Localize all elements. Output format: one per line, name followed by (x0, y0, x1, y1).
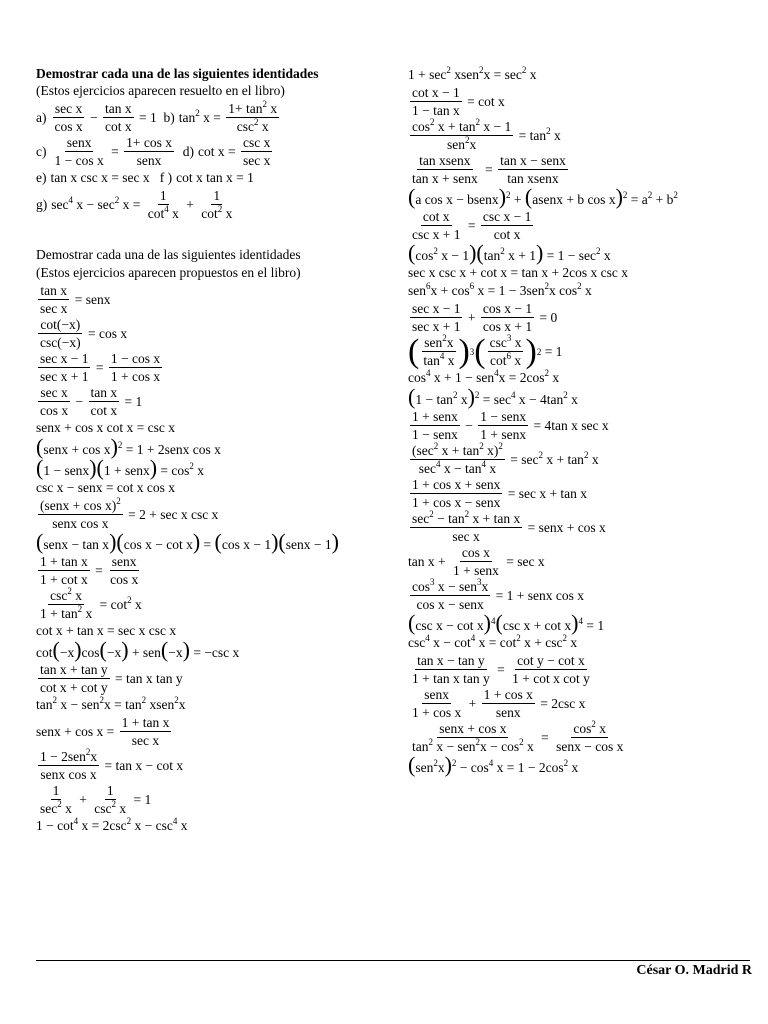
section-heading-propuestos: Demostrar cada una de las siguientes identidades (36, 247, 301, 262)
identity-left-13: cot x + tan x = sec x csc x (36, 623, 177, 638)
identity-right-16: $\frac{\text{1 + cos x + senx}}{\text{1 + cos x − senx}}$ = sec x + tan x (412, 477, 588, 510)
identity-left-1: $\frac{\text{tan x}}{\text{sec x}}$ = senx (40, 283, 111, 316)
identity-left-16: $\tan^2 x - sen^2x = \tan^2$ xsen$^2$x (36, 695, 186, 712)
identity-left-7: (1 − senx)(1 + senx) = $\cos^2 x$ (36, 455, 205, 480)
exercise-g: g) $\sec^4 x - \sec^2 x$ = $\frac{1}{\cot^4 x}$ + $\frac{1}{\cot^2 x}$ (36, 188, 233, 221)
identity-left-18: $\frac{1 - 2sen^2x}{\text{senx cos x}}$ = tan x − cot x (40, 747, 184, 782)
author-name: César O. Madrid R (636, 963, 752, 978)
identity-right-5: (a cos x − bsenx)$^2$ + (asenx + b $\cos x)^2 = a^2 + b^2$ (408, 184, 678, 209)
identity-right-4: $\frac{\text{tan xsenx}}{\text{tan x + senx}}$ = $\frac{\text{tan x − senx}}{\text{tan xsenx}}$ (412, 153, 566, 186)
identity-right-2: $\frac{\text{cot x − 1}}{\text{1 − tan x}}$ = cot x (412, 85, 505, 118)
identity-left-14: cot(−x)cos(−x) + sen(−x) = −csc x (36, 637, 240, 662)
identity-left-12: $\frac{\csc^2 x}{1 + \tan^2 x}$ = $\cot^2 x$ (40, 586, 142, 621)
identity-right-1: $1 + \sec^2$ xsen$^2$x = $\sec^2 x$ (408, 65, 537, 82)
identity-left-20: $1 - \cot^4 x = 2\csc^2$ $x - \csc^4 x$ (36, 816, 188, 833)
identity-left-4: $\frac{\text{sec x}}{\text{cos x}}$ − $\frac{\text{tan x}}{\text{cot x}}$ = 1 (40, 385, 143, 418)
label-g: g) (36, 196, 48, 212)
identity-left-5: senx + cos x cot x = csc x (36, 420, 175, 435)
identity-right-23: $\frac{\text{senx}}{\text{1 + cos x}}$ + $\frac{\text{1 + cos x}}{\text{senx}}$ = 2csc x (412, 687, 586, 720)
section-subtitle-resueltos: (Estos ejercicios aparecen resuelto en el libro) (36, 83, 285, 98)
identity-right-8: sec x csc x + cot x = tan x + 2cos x csc x (408, 265, 629, 280)
label-e: e) (36, 170, 47, 185)
exercise-a-b: a) $\frac{\text{sec x}}{\text{cos x}}$ − $\frac{\text{tan x}}{\text{cot x}}$ = 1 b) $\tan^2 x$ = $\frac{1+ \tan^2 x}{\csc^2 x}$ (36, 99, 278, 134)
identity-left-3: $\frac{\text{sec x − 1}}{\text{sec x + 1}}$ = $\frac{\text{1 − cos x}}{\text{1 + cos x}}$ (40, 351, 161, 384)
identity-left-11: $\frac{\text{1 + tan x}}{\text{1 + cot x}}$ = $\frac{\text{senx}}{\text{cos x}}$ (40, 554, 139, 587)
identity-left-15: $\frac{\text{tan x + tan y}}{\text{cot x + cot y}}$ = tan x tan y (40, 662, 183, 695)
identity-right-6: $\frac{\text{cot x}}{\text{csc x + 1}}$ = $\frac{\text{csc x − 1}}{\text{cot x}}$ (412, 209, 532, 242)
identity-left-19: $\frac{1}{\sec^2 x}$ + $\frac{1}{\csc^2 x}$ = 1 (40, 783, 152, 816)
identity-left-2: $\frac{\cot(-x)}{\csc(-x)}$ = cos x (40, 317, 128, 350)
identity-right-12: $\cos^4 x + 1 - sen^4x = 2\cos^2$ x (408, 368, 560, 385)
identity-right-10: $\frac{\text{sec x − 1}}{\text{sec x + 1}}$ + $\frac{\text{cos x − 1}}{\text{cos x + 1}}$ = 0 (412, 301, 558, 334)
identity-right-24: $\frac{\text{senx + cos x}}{\tan^2 x - sen^2x - \cos^2 x}$ = $\frac{\cos^2 x}{\text{senx − cos x}}$ (412, 719, 624, 754)
footer-rule (36, 960, 750, 961)
identity-right-20: (csc x − cot x)$^4$(csc x + cot x)$^4$ = 1 (408, 610, 605, 635)
identity-right-19: $\frac{\cos^3 x - sen^3x}{\text{cos x − senx}}$ = 1 + senx cos x (412, 577, 584, 612)
identity-left-6: (senx + cos x)$^2$ = 1 + 2senx cos x (36, 434, 221, 459)
identity-right-18: tan x + $\frac{\text{cos x}}{\text{1 + senx}}$ = sec x (408, 545, 545, 578)
identity-left-17: senx + cos x = $\frac{\text{1 + tan x}}{\text{sec x}}$ (36, 715, 170, 748)
section-heading-resueltos: Demostrar cada una de las siguientes identidades (36, 66, 319, 81)
identity-right-7: ($\cos^2$ $x - 1)(\tan^2$ $x + 1) = 1 - \sec^2 x$ (408, 240, 611, 265)
identity-left-10: (senx − tan x)(cos x − cot x) = (cos x − 1)(senx − 1) (36, 529, 339, 554)
label-a: a) (36, 109, 47, 125)
identity-right-22: $\frac{\text{tan x − tan y}}{\text{1 + tan x tan y}}$ = $\frac{\text{cot y − cot x}}{\text{1 + cot x cot y}}$ (412, 653, 590, 686)
exercise-e-f: e) tan x csc x = sec x f ) cot x tan x = 1 (36, 170, 254, 185)
identity-right-13: $(1 - \tan^2 x)^2 = \sec^4 x - 4\tan^2$ x (408, 384, 578, 409)
identity-left-9: $\frac{(senx + \cos x)^2}{\text{senx cos x}}$ = 2 + sec x csc x (40, 496, 219, 531)
identity-right-14: $\frac{\text{1 + senx}}{\text{1 − senx}}$ − $\frac{\text{1 − senx}}{\text{1 + senx}}$ = 4tan x sec x (412, 409, 609, 442)
label-d: d) (182, 143, 194, 159)
label-c: c) (36, 143, 47, 159)
identity-left-8: csc x − senx = cot x cos x (36, 480, 175, 495)
identity-right-11: ( $\frac{sen^2x}{\tan^4 x}$ ) 3 ( $\frac{\csc^3 x}{\cot^6 x}$ ) 2 = 1 (408, 332, 563, 370)
left-column (36, 66, 376, 835)
identity-right-17: $\frac{\sec^2 - \tan^2 x + \tan x}{\text{sec x}}$ = senx + cos x (412, 509, 606, 544)
identity-right-21: $\csc^4 x - \cot^4 x = \cot^2 x + \csc^2 x$ (408, 633, 578, 650)
identity-right-15: $\frac{(\sec^2 x + \tan^2 x)^2}{\sec^4 x - \tan^4 x}$ = $\sec^2 x + \tan^2 x$ (412, 441, 599, 476)
identity-right-25: $(sen^2x)^2 - \cos^4 x = 1 - 2\cos^2$ x (408, 752, 579, 777)
exercise-c-d: c) $\frac{\text{senx}}{\text{1 − cos x}}$ = $\frac{\text{1+ cos x}}{\text{senx}}$ d) cot x = $\frac{\text{csc x}}{\text{sec x}}$ (36, 135, 271, 168)
label-f: f ) (159, 170, 173, 185)
identity-right-9: $sen^6x + \cos^6 x = 1 - 3sen^2x$ $\cos^2 x$ (408, 281, 592, 298)
identity-right-3: $\frac{\cos^2 x + \tan^2 x - 1}{sen^2x}$ = $\tan^2 x$ (412, 117, 561, 152)
label-b: b) (163, 109, 175, 125)
section-subtitle-propuestos: (Estos ejercicios aparecen propuestos en el libro) (36, 265, 301, 280)
right-column (408, 66, 753, 776)
